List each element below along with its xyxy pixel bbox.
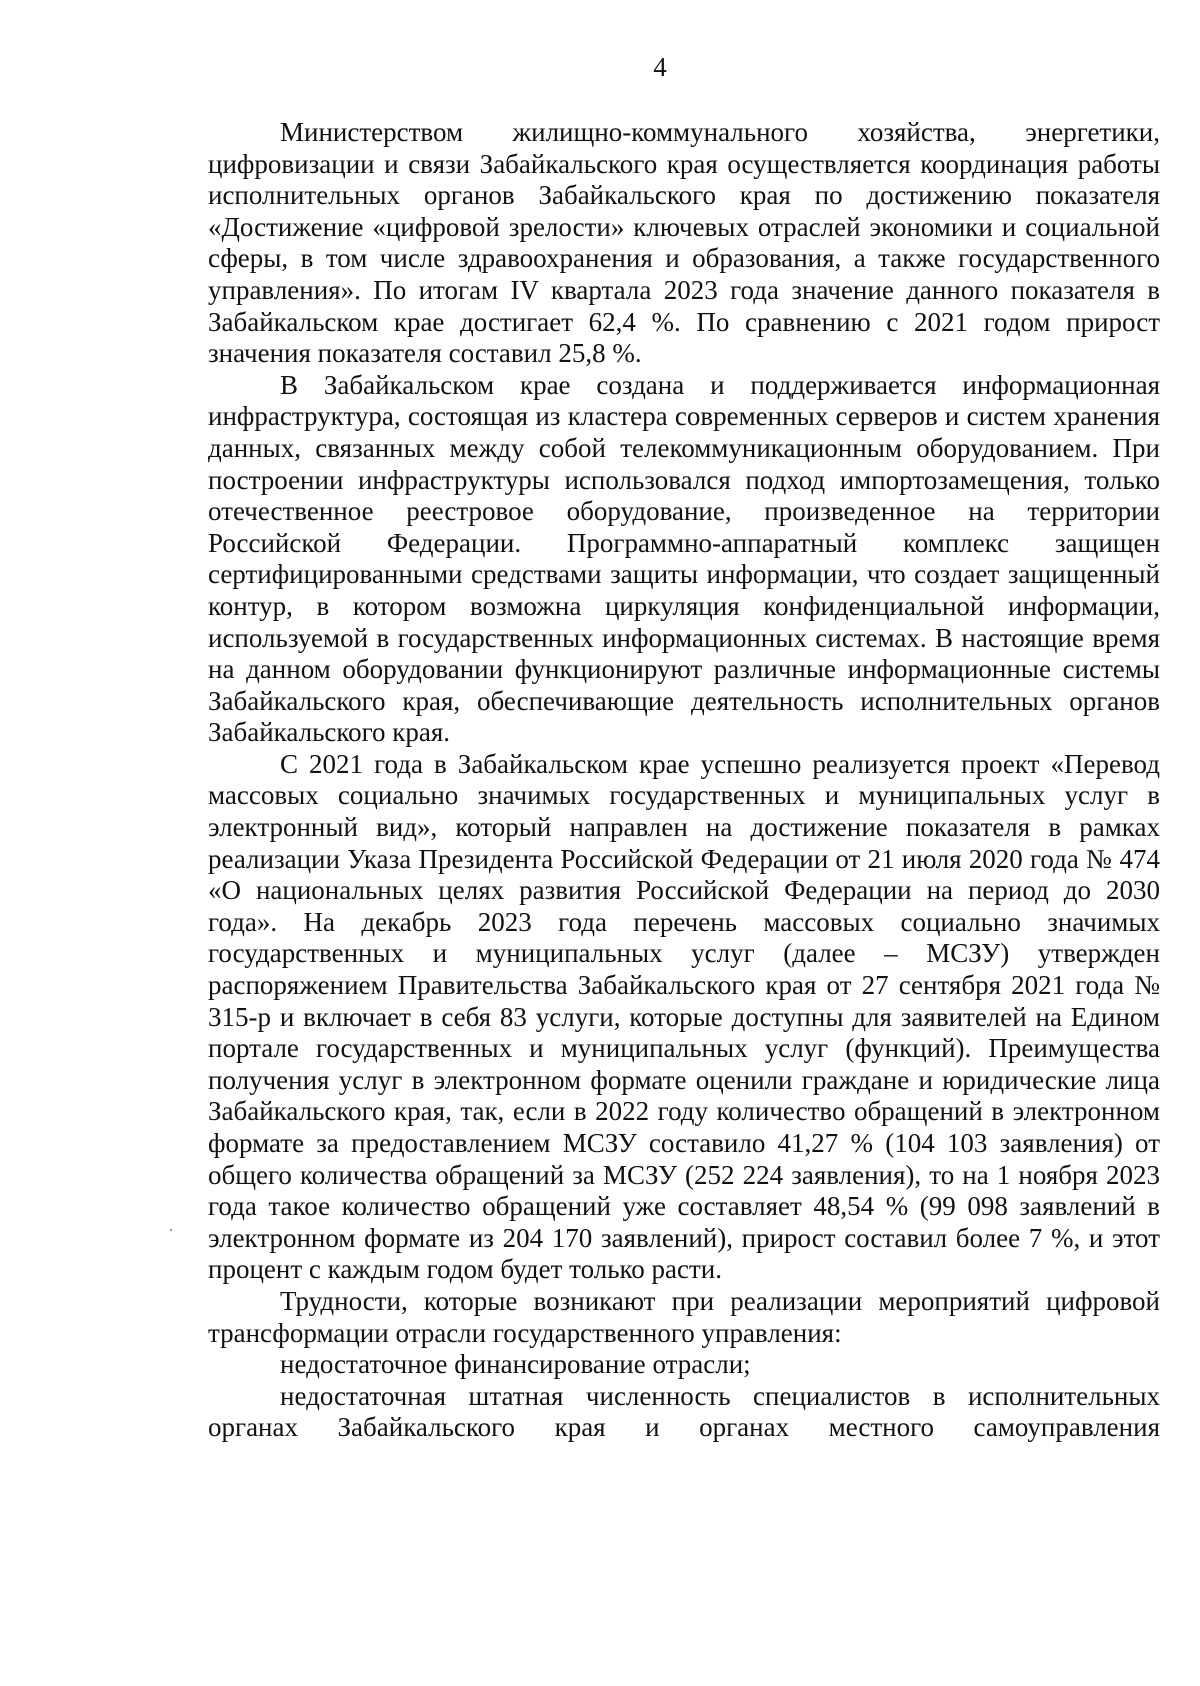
document-body bbox=[208, 117, 1160, 1444]
paragraph-infrastructure: В Забайкальском крае создана и поддерживается информационная инфраструктура, состоящая из кластера современных серверов и систем хранения данных, связанных между собой телекоммуникационным оборудованием. При построении инфраструктуры использовался подход импортозамещения, только отечественное реестровое оборудование, произведенное на территории Российской Федерации. Программно-аппаратный комплекс защищен сертифицированными средствами защиты информации, что создает защищенный контур, в котором возможна циркуляция конфиденциальной информации, используемой в государственных информационных системах. В настоящие время на данном оборудовании функционируют различные информационные системы Забайкальского края, обеспечивающие деятельность исполнительных органов Забайкальского края. bbox=[208, 369, 1160, 748]
paragraph-digital-maturity: Министерством жилищно-коммунального хозяйства, энергетики, цифровизации и связи Забайкальского края осуществляется координация работы исполнительных органов Забайкальского края по достижению показателя «Достижение «цифровой зрелости» ключевых отраслей экономики и социальной сферы, в том числе здравоохранения и образования, а также государственного управления». По итогам IV квартала 2023 года значение данного показателя в Забайкальском крае достигает 62,4 %. По сравнению с 2021 годом прирост значения показателя составил 25,8 %. bbox=[208, 117, 1160, 369]
list-item-funding: недостаточное финансирование отрасли; bbox=[280, 1349, 751, 1380]
paragraph-difficulties-intro: Трудности, которые возникают при реализации мероприятий цифровой трансформации отрасли государственного управления: bbox=[208, 1285, 1160, 1348]
paragraph-public-services: С 2021 года в Забайкальском крае успешно реализуется проект «Перевод массовых социально значимых государственных и муниципальных услуг в электронный вид», который направлен на достижение показателя в рамках реализации Указа Президента Российской Федерации от 21 июля 2020 года № 474 «О национальных целях развития Российской Федерации на период до 2030 года». На декабрь 2023 года перечень массовых социально значимых государственных и муниципальных услуг (далее – МСЗУ) утвержден распоряжением Правительства Забайкальского края от 27 сентября 2021 года № 315-р и включает в себя 83 услуги, которые доступны для заявителей на Едином портале государственных и муниципальных услуг (функций). Преимущества получения услуг в электронном формате оценили граждане и юридические лица Забайкальского края, так, если в 2022 году количество обращений в электронном формате за предоставлением МСЗУ составило 41,27 % (104 103 заявления) от общего количества обращений за МСЗУ (252 224 заявления), то на 1 ноября 2023 года такое количество обращений уже составляет 48,54 % (99 098 заявлений в электронном формате из 204 170 заявлений), прирост составил более 7 %, и этот процент с каждым годом будет только расти. bbox=[208, 748, 1160, 1285]
page-number: 4 bbox=[653, 52, 667, 82]
scan-dot-mark bbox=[170, 1229, 172, 1231]
list-item-staffing: недостаточная штатная численность специалистов в исполнительных органах Забайкальского края и органах местного самоуправления bbox=[208, 1380, 1160, 1443]
